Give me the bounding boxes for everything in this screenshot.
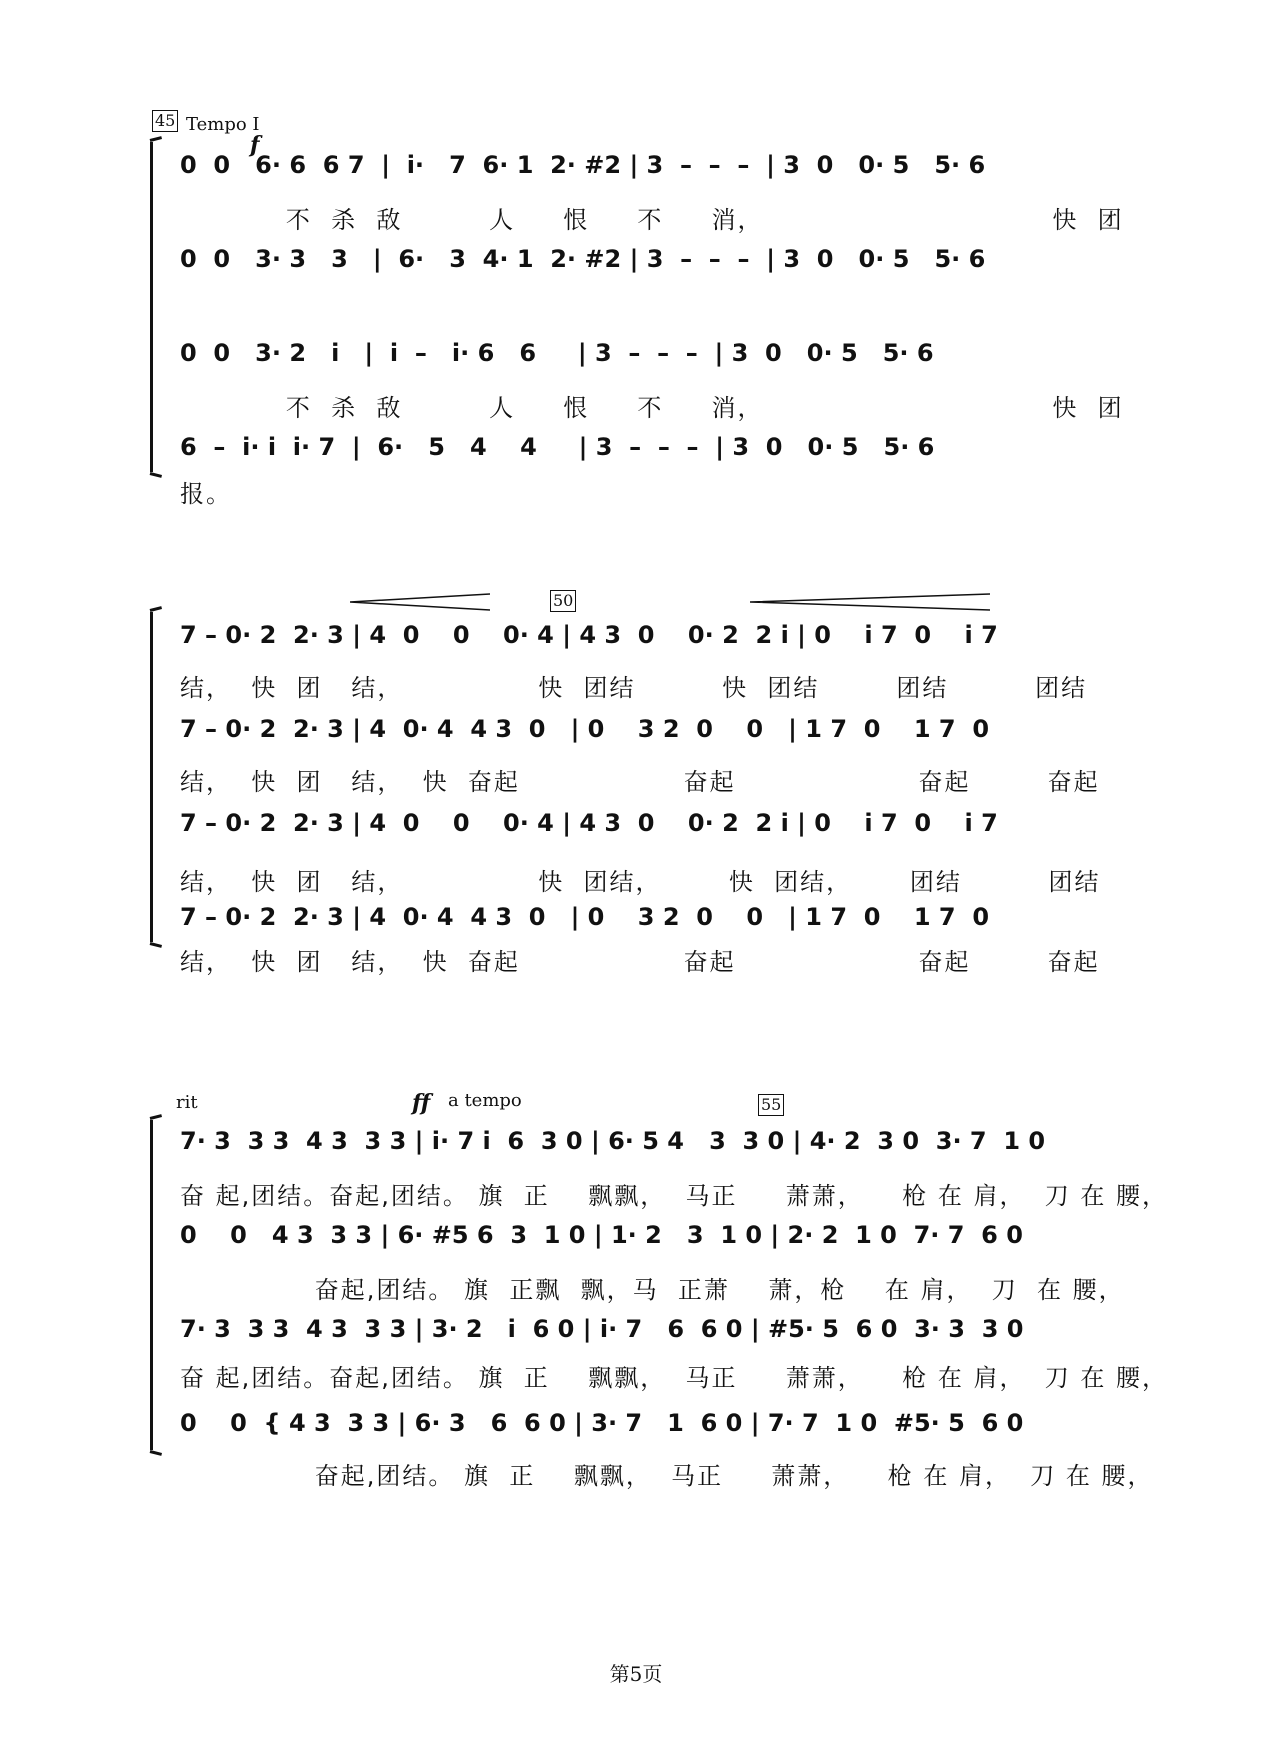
page-number: 第5页 xyxy=(609,1662,663,1686)
crescendo-hairpin-2 xyxy=(750,592,990,612)
part-2-notes: 0 0 4 3 3 3 | 6· #5 6 3 1 0 | 1· 2 3 1 0 | 2· 2 1 0 7· 7 6 0 xyxy=(180,1221,1023,1249)
part-2-notes: 7 – 0· 2 2· 3 | 4 0· 4 4 3 0 | 0 3 2 0 0 | 1 7 0 1 7 0 xyxy=(180,715,990,743)
system-bracket xyxy=(150,612,153,942)
part-3-lyric: 不 杀 敌 人 恨 不 消， 快 团 xyxy=(180,394,1124,422)
part-1-lyric: 不 杀 敌 人 恨 不 消， 快 团 xyxy=(180,206,1124,234)
tempo-marking: Tempo I xyxy=(186,114,260,135)
part-2-lyric: 奋起,团结。 旗 正飘 飘，马 正萧 萧，枪 在 肩， 刀 在 腰， xyxy=(180,1276,1125,1304)
part-3-lyric: 奋 起,团结。奋起,团结。 旗 正 飘飘， 马正 萧萧， 枪 在 肩， 刀 在 腰， xyxy=(180,1364,1168,1392)
part-1-notes: 7 – 0· 2 2· 3 | 4 0 0 0· 4 | 4 3 0 0· 2 2 i | 0 i 7 0 i 7 xyxy=(180,621,998,649)
part-4-lyric: 报。 xyxy=(180,480,232,508)
part-4-notes: 0 0 { 4 3 3 3 | 6· 3 6 6 0 | 3· 7 1 6 0 | 7· 7 1 0 #5· 5 6 0 xyxy=(180,1409,1024,1437)
a-tempo-marking: a tempo xyxy=(448,1090,522,1111)
rehearsal-mark-55: 55 xyxy=(758,1094,784,1116)
score-system-2 xyxy=(150,590,1130,975)
system-bracket xyxy=(150,1120,153,1450)
part-2-notes: 0 0 3· 3 3 | 6· 3 4· 1 2· #2 | 3 – – – | 3 0 0· 5 5· 6 xyxy=(180,245,986,273)
dynamic-marking: f xyxy=(250,132,260,158)
rit-marking: rit xyxy=(176,1092,198,1113)
part-4-notes: 7 – 0· 2 2· 3 | 4 0· 4 4 3 0 | 0 3 2 0 0 | 1 7 0 1 7 0 xyxy=(180,903,990,931)
part-1-lyric: 奋 起,团结。奋起,团结。 旗 正 飘飘， 马正 萧萧， 枪 在 肩， 刀 在 腰， xyxy=(180,1182,1168,1210)
crescendo-hairpin-1 xyxy=(350,592,490,612)
part-1-notes: 0 0 6· 6 6 7 | i· 7 6· 1 2· #2 | 3 – – – | 3 0 0· 5 5· 6 xyxy=(180,151,986,179)
part-4-lyric: 奋起,团结。 旗 正 飘飘， 马正 萧萧， 枪 在 肩， 刀 在 腰， xyxy=(180,1462,1154,1490)
part-1-lyric: 结， 快 团 结， 快 团结 快 团结 团结 团结 xyxy=(180,674,1088,702)
rehearsal-mark-45: 45 xyxy=(152,110,178,132)
part-3-lyric: 结， 快 团 结， 快 团结， 快 团结， 团结 团结 xyxy=(180,868,1101,896)
rehearsal-mark-50: 50 xyxy=(550,590,576,612)
system-bracket xyxy=(150,142,153,472)
part-4-notes: 6 – i· i i· 7 | 6· 5 4 4 | 3 – – – | 3 0 0· 5 5· 6 xyxy=(180,433,935,461)
part-4-lyric: 结， 快 团 结， 快 奋起 奋起 奋起 奋起 xyxy=(180,948,1100,976)
score-system-1 xyxy=(150,110,1130,508)
part-3-notes: 7 – 0· 2 2· 3 | 4 0 0 0· 4 | 4 3 0 0· 2 2 i | 0 i 7 0 i 7 xyxy=(180,809,998,837)
score-system-3 xyxy=(150,1090,1168,1490)
part-3-notes: 0 0 3· 2 i | i – i· 6 6 | 3 – – – | 3 0 0· 5 5· 6 xyxy=(180,339,934,367)
part-3-notes: 7· 3 3 3 4 3 3 3 | 3· 2 i 6 0 | i· 7 6 6 0 | #5· 5 6 0 3· 3 3 0 xyxy=(180,1315,1024,1343)
dynamic-marking: ff xyxy=(412,1090,431,1116)
part-2-lyric: 结， 快 团 结， 快 奋起 奋起 奋起 奋起 xyxy=(180,768,1100,796)
part-1-notes: 7· 3 3 3 4 3 3 3 | i· 7 i 6 3 0 | 6· 5 4 3 3 0 | 4· 2 3 0 3· 7 1 0 xyxy=(180,1127,1046,1155)
